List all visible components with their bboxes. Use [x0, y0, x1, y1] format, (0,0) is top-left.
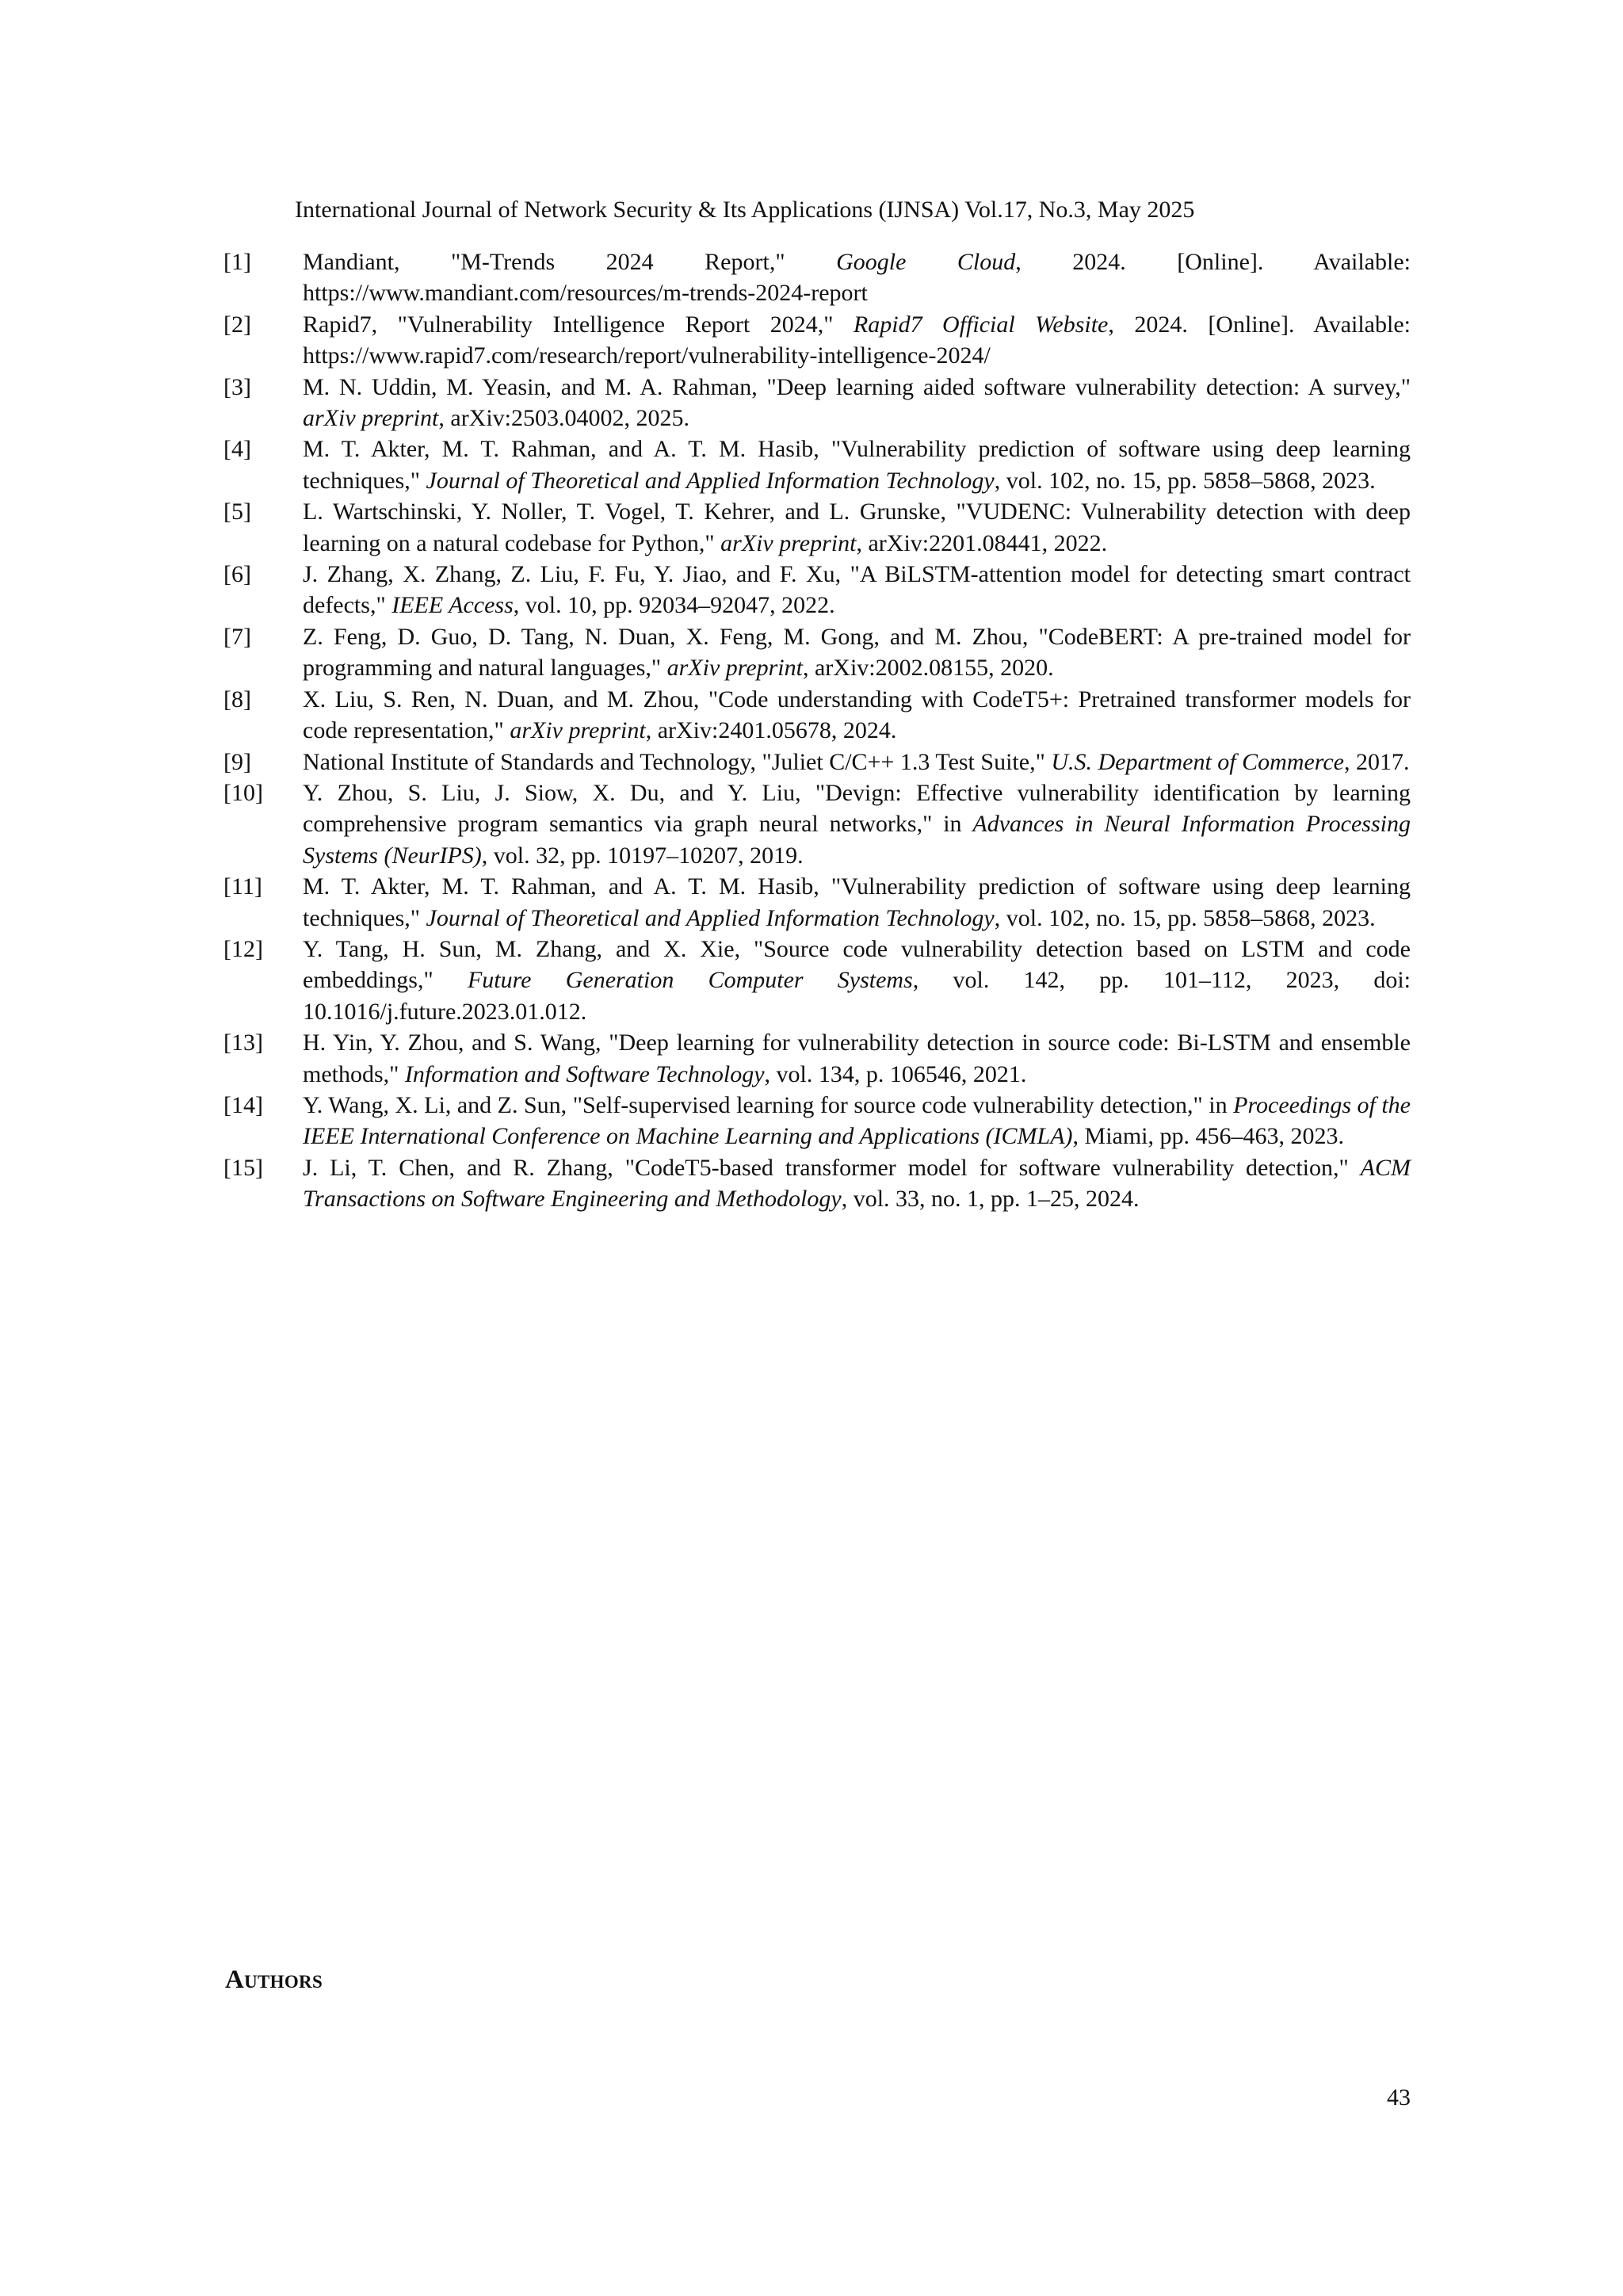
reference-segment: , arXiv:2201.08441, 2022. [856, 529, 1108, 556]
reference-segment: Y. Zhou, S. Liu, J. Siow, X. Du, and Y. Liu, "Devign: Effective vulnerability identification by learning comprehensive program semantics via graph neural networks," in [303, 779, 1411, 838]
authors-heading: Authors [225, 1966, 323, 1994]
reference-text [303, 871, 1411, 934]
reference-segment: National Institute of Standards and Technology, "Juliet C/C++ 1.3 Test Suite," [303, 748, 1052, 775]
reference-number: [2] [223, 311, 251, 338]
reference-text [303, 309, 1411, 372]
reference-text [303, 684, 1411, 747]
reference-number: [10] [223, 779, 263, 806]
reference-segment: X. Liu, S. Ren, N. Duan, and M. Zhou, "Code understanding with CodeT5+: Pretrained transformer models for code representation," [303, 686, 1411, 744]
reference-number: [6] [223, 561, 251, 588]
reference-item [223, 777, 1411, 871]
reference-text [303, 1152, 1411, 1215]
reference-segment: , vol. 32, pp. 10197–10207, 2019. [481, 842, 804, 869]
reference-segment: , arXiv:2503.04002, 2025. [438, 405, 690, 432]
reference-segment: , 2024. [Online]. Available: https://www.rapid7.com/research/report/vulnerability-intelligence-2024/ [303, 311, 1411, 369]
reference-number: [4] [223, 436, 251, 463]
reference-venue: Future Generation Computer Systems [467, 967, 913, 994]
reference-text [303, 621, 1411, 684]
page-number: 43 [1387, 2084, 1411, 2111]
reference-number: [13] [223, 1030, 263, 1056]
reference-text [303, 559, 1411, 621]
reference-number: [11] [223, 873, 262, 900]
reference-segment: , vol. 10, pp. 92034–92047, 2022. [513, 592, 835, 619]
reference-segment: J. Zhang, X. Zhang, Z. Liu, F. Fu, Y. Jiao, and F. Xu, "A BiLSTM-attention model for detecting smart contract defects," [303, 561, 1411, 619]
reference-segment: J. Li, T. Chen, and R. Zhang, "CodeT5-based transformer model for software vulnerability detection," [303, 1154, 1361, 1181]
reference-item [223, 309, 1411, 372]
reference-venue: IEEE Access [391, 592, 514, 619]
reference-item [223, 621, 1411, 684]
reference-segment: H. Yin, Y. Zhou, and S. Wang, "Deep learning for vulnerability detection in source code: Bi-LSTM and ensemble methods," [303, 1030, 1411, 1087]
reference-venue: arXiv preprint [510, 717, 646, 744]
reference-number: [1] [223, 249, 251, 275]
reference-item [223, 1090, 1411, 1152]
reference-venue: Advances in Neural Information Processing Systems (NeurIPS) [303, 811, 1411, 869]
reference-segment: M. T. Akter, M. T. Rahman, and A. T. M. Hasib, "Vulnerability prediction of software using deep learning techniques," [303, 873, 1411, 931]
reference-segment: M. N. Uddin, M. Yeasin, and M. A. Rahman, "Deep learning aided software vulnerability detection: A survey," [303, 373, 1411, 400]
reference-venue: Journal of Theoretical and Applied Information Technology [426, 904, 995, 931]
reference-number: [5] [223, 499, 251, 525]
reference-venue: Information and Software Technology [404, 1060, 765, 1087]
reference-list [223, 246, 1411, 1215]
reference-segment: , arXiv:2401.05678, 2024. [645, 717, 897, 744]
reference-item [223, 684, 1411, 747]
reference-item [223, 871, 1411, 934]
reference-venue: Rapid7 Official Website [853, 311, 1109, 338]
reference-segment: M. T. Akter, M. T. Rahman, and A. T. M. Hasib, "Vulnerability prediction of software using deep learning techniques," [303, 436, 1411, 494]
reference-text [303, 747, 1411, 777]
reference-item [223, 934, 1411, 1027]
reference-segment: Rapid7, "Vulnerability Intelligence Report 2024," [303, 311, 854, 338]
reference-item [223, 434, 1411, 496]
reference-segment: , vol. 102, no. 15, pp. 5858–5868, 2023. [994, 467, 1376, 494]
reference-segment: Mandiant, "M-Trends 2024 Report," [303, 249, 837, 275]
reference-item [223, 1027, 1411, 1090]
reference-segment: , vol. 142, pp. 101–112, 2023, doi: 10.1016/j.future.2023.01.012. [303, 967, 1411, 1025]
reference-number: [8] [223, 686, 251, 712]
reference-number: [12] [223, 935, 263, 962]
reference-text [303, 434, 1411, 496]
reference-item [223, 559, 1411, 621]
reference-segment: L. Wartschinski, Y. Noller, T. Vogel, T. Kehrer, and L. Grunske, "VUDENC: Vulnerability detection with deep learning on a natural codebase for Python," [303, 499, 1411, 556]
reference-venue: arXiv preprint [720, 529, 857, 556]
reference-venue: Google Cloud [836, 249, 1016, 275]
reference-segment: Y. Wang, X. Li, and Z. Sun, "Self-supervised learning for source code vulnerability detection," in [303, 1091, 1234, 1118]
reference-segment: , vol. 134, p. 106546, 2021. [764, 1060, 1027, 1087]
reference-segment: , vol. 33, no. 1, pp. 1–25, 2024. [841, 1186, 1140, 1213]
reference-number: [9] [223, 748, 251, 775]
reference-text [303, 1027, 1411, 1090]
reference-item [223, 747, 1411, 777]
reference-venue: ACM Transactions on Software Engineering and Methodology [303, 1154, 1411, 1213]
reference-segment: , 2024. [Online]. Available: https://www.mandiant.com/resources/m-trends-2024-report [303, 249, 1411, 307]
reference-venue: U.S. Department of Commerce [1051, 748, 1344, 775]
reference-item [223, 246, 1411, 309]
reference-item [223, 1152, 1411, 1215]
reference-venue: arXiv preprint [303, 405, 439, 432]
reference-segment: Z. Feng, D. Guo, D. Tang, N. Duan, X. Feng, M. Gong, and M. Zhou, "CodeBERT: A pre-trained model for programming and natural languages," [303, 623, 1411, 682]
reference-venue: arXiv preprint [666, 655, 803, 682]
reference-text [303, 934, 1411, 1027]
reference-text [303, 372, 1411, 434]
reference-text [303, 777, 1411, 871]
reference-text [303, 1090, 1411, 1152]
reference-number: [7] [223, 623, 251, 650]
reference-text [303, 246, 1411, 309]
reference-item [223, 372, 1411, 434]
reference-number: [15] [223, 1154, 263, 1181]
reference-segment: , 2017. [1343, 748, 1410, 775]
reference-text [303, 496, 1411, 559]
reference-venue: Proceedings of the IEEE International Conference on Machine Learning and Applications (ICMLA) [303, 1091, 1411, 1150]
reference-number: [14] [223, 1091, 263, 1118]
reference-segment: , vol. 102, no. 15, pp. 5858–5868, 2023. [994, 904, 1376, 931]
reference-number: [3] [223, 373, 251, 400]
reference-segment: , Miami, pp. 456–463, 2023. [1072, 1123, 1345, 1150]
reference-venue: Journal of Theoretical and Applied Information Technology [426, 467, 995, 494]
running-header: International Journal of Network Security & Its Applications (IJNSA) Vol.17, No.3, May 2025 [295, 197, 1195, 223]
reference-item [223, 496, 1411, 559]
reference-segment: Y. Tang, H. Sun, M. Zhang, and X. Xie, "Source code vulnerability detection based on LSTM and code embeddings," [303, 935, 1411, 994]
reference-segment: , arXiv:2002.08155, 2020. [802, 655, 1054, 682]
